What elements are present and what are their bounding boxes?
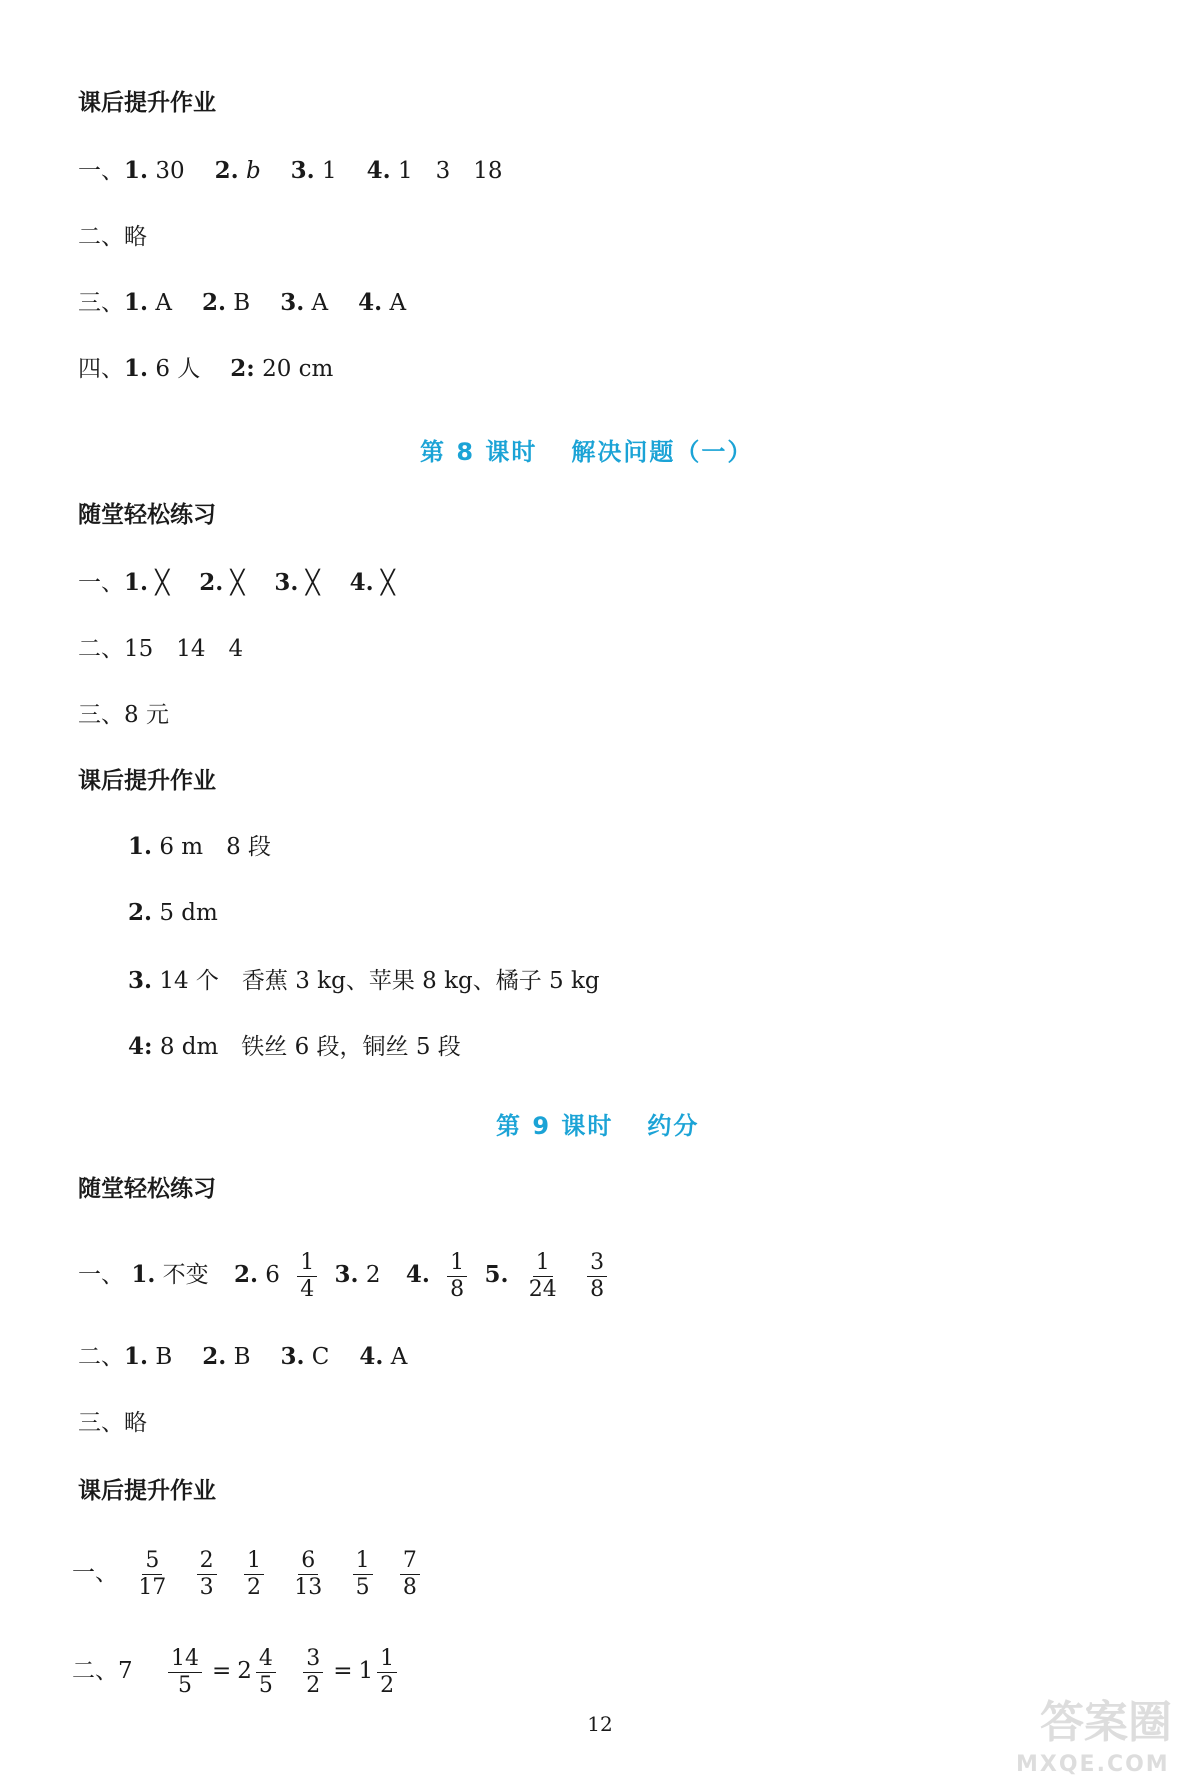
fraction: $\frac{5}{17}$ xyxy=(138,1547,167,1600)
fraction: $\frac{1}{5}$ xyxy=(353,1548,373,1601)
fraction: $\frac{4}{5}$ xyxy=(256,1646,276,1699)
item-value: 8 dm 铁丝 6 段，铜丝 5 段 xyxy=(159,1034,461,1060)
answer-line xyxy=(78,568,425,598)
fraction: $\frac{3}{2}$ xyxy=(303,1646,323,1699)
answer-line xyxy=(78,1342,437,1372)
item-value: B xyxy=(233,1344,251,1370)
item-value: A xyxy=(390,1344,408,1370)
item-value: B xyxy=(155,1344,173,1370)
fraction: $\frac{1}{2}$ xyxy=(244,1548,264,1601)
fraction: $\frac{6}{13}$ xyxy=(294,1547,323,1600)
item-number: 1. xyxy=(124,157,149,184)
item-value: 2 xyxy=(365,1262,381,1288)
item-number: 1. xyxy=(124,355,149,382)
item-value: 30 xyxy=(155,158,185,184)
section-heading: 课后提升作业 xyxy=(78,1478,216,1504)
item-number: 4. xyxy=(349,569,374,596)
cross-mark: ╳ xyxy=(380,570,395,596)
item-number: 3. xyxy=(280,1343,305,1370)
item-value: 14 个 香蕉 3 kg、苹果 8 kg、橘子 5 kg xyxy=(159,968,600,994)
mixed-whole: 2 xyxy=(237,1658,252,1684)
mixed-whole: 1 xyxy=(358,1658,374,1684)
question-prefix: 一、 xyxy=(78,570,124,596)
item-value: 6 xyxy=(265,1262,280,1288)
item-number: 4. xyxy=(359,1343,384,1370)
item-number: 2: xyxy=(230,355,255,382)
equals-sign: = xyxy=(211,1658,232,1684)
answer-line xyxy=(78,288,436,318)
item-number: 2. xyxy=(202,1343,227,1370)
answer-line xyxy=(78,700,169,730)
item-value: C xyxy=(311,1344,330,1370)
answer-line xyxy=(78,354,363,384)
question-prefix: 一、 xyxy=(78,1262,124,1288)
answer-line xyxy=(78,156,533,186)
item-value: 1 3 18 xyxy=(397,158,503,184)
equals-sign: = xyxy=(333,1658,353,1684)
fraction: $\frac{2}{3}$ xyxy=(197,1548,217,1601)
fraction: $\frac{1}{8}$ xyxy=(447,1250,467,1303)
item-value: 不变 xyxy=(162,1262,209,1288)
fraction: $\frac{1}{24}$ xyxy=(528,1249,557,1302)
lesson-title xyxy=(420,432,753,467)
item-value: A xyxy=(311,290,329,316)
answer-line xyxy=(128,966,600,996)
item-value: 6 m 8 段 xyxy=(159,834,272,860)
item-number: 4. xyxy=(366,157,391,184)
lesson-title xyxy=(496,1106,699,1141)
answer-line xyxy=(78,222,147,252)
item-value: 20 cm xyxy=(262,356,334,382)
question-prefix: 四、 xyxy=(78,356,124,382)
answer-line xyxy=(78,1408,147,1438)
fraction: $\frac{14}{5}$ xyxy=(168,1646,202,1699)
item-value: 6 人 xyxy=(155,356,201,382)
question-prefix: 二、 xyxy=(78,224,124,250)
section-heading: 课后提升作业 xyxy=(78,90,216,116)
answer-line xyxy=(128,832,271,862)
cross-mark: ╳ xyxy=(230,570,245,596)
question-prefix: 三、 xyxy=(78,1410,124,1436)
item-number: 4. xyxy=(405,1261,430,1288)
fraction: $\frac{3}{8}$ xyxy=(587,1250,607,1303)
item-number: 3. xyxy=(290,157,315,184)
fraction: $\frac{1}{4}$ xyxy=(297,1250,317,1303)
watermark-logo: 答案圈 xyxy=(1040,1697,1172,1748)
item-number: 2. xyxy=(199,569,224,596)
item-number: 2. xyxy=(233,1261,258,1288)
item-number: 3. xyxy=(274,569,299,596)
cross-mark: ╳ xyxy=(305,570,320,596)
item-number: 1. xyxy=(124,289,149,316)
question-prefix: 二、 xyxy=(72,1658,118,1684)
answer-text: 15 14 4 xyxy=(124,636,244,662)
lesson-topic: 约分 xyxy=(647,1112,700,1140)
item-value: 5 dm xyxy=(159,900,218,926)
item-number: 4. xyxy=(358,289,383,316)
lesson-label: 第 9 课时 xyxy=(496,1112,614,1140)
section-heading: 课后提升作业 xyxy=(78,768,216,794)
item-value: b xyxy=(245,158,261,184)
page-number: 12 xyxy=(587,1712,613,1736)
cross-mark: ╳ xyxy=(155,570,170,596)
section-heading: 随堂轻松练习 xyxy=(78,502,216,528)
question-prefix: 三、 xyxy=(78,290,124,316)
fraction: $\frac{7}{8}$ xyxy=(400,1548,420,1601)
item-number: 1. xyxy=(128,833,153,860)
item-value: A xyxy=(389,290,407,316)
lesson-label: 第 8 课时 xyxy=(420,438,538,466)
fraction: $\frac{1}{2}$ xyxy=(377,1646,397,1699)
item-number: 3. xyxy=(334,1261,359,1288)
question-prefix: 一、 xyxy=(72,1560,118,1586)
item-number: 3. xyxy=(128,967,153,994)
question-prefix: 一、 xyxy=(78,158,124,184)
item-number: 1. xyxy=(124,569,149,596)
answer-line xyxy=(72,1542,430,1604)
item-number: 4: xyxy=(128,1033,153,1060)
item-number: 5. xyxy=(484,1261,509,1288)
answer-text: 略 xyxy=(124,224,147,250)
question-prefix: 二、 xyxy=(78,1344,124,1370)
answer-line xyxy=(78,1244,617,1306)
answer-line xyxy=(128,1032,461,1062)
item-number: 2. xyxy=(201,289,226,316)
item-value: 7 xyxy=(118,1658,133,1684)
lesson-topic: 解决问题（一） xyxy=(571,438,754,466)
answer-line xyxy=(72,1640,407,1702)
answer-line xyxy=(78,634,243,664)
question-prefix: 三、 xyxy=(78,702,124,728)
item-value: 1 xyxy=(322,158,337,184)
item-value: B xyxy=(233,290,251,316)
answer-text: 略 xyxy=(124,1410,147,1436)
item-number: 2. xyxy=(214,157,239,184)
item-number: 3. xyxy=(280,289,305,316)
item-value: A xyxy=(155,290,172,316)
question-prefix: 二、 xyxy=(78,636,124,662)
item-number: 1. xyxy=(131,1261,156,1288)
answer-text: 8 元 xyxy=(124,702,169,728)
item-number: 2. xyxy=(128,899,153,926)
section-heading: 随堂轻松练习 xyxy=(78,1176,216,1202)
watermark-url: MXQE.COM xyxy=(1016,1752,1170,1777)
answer-line xyxy=(128,898,218,928)
item-number: 1. xyxy=(124,1343,149,1370)
